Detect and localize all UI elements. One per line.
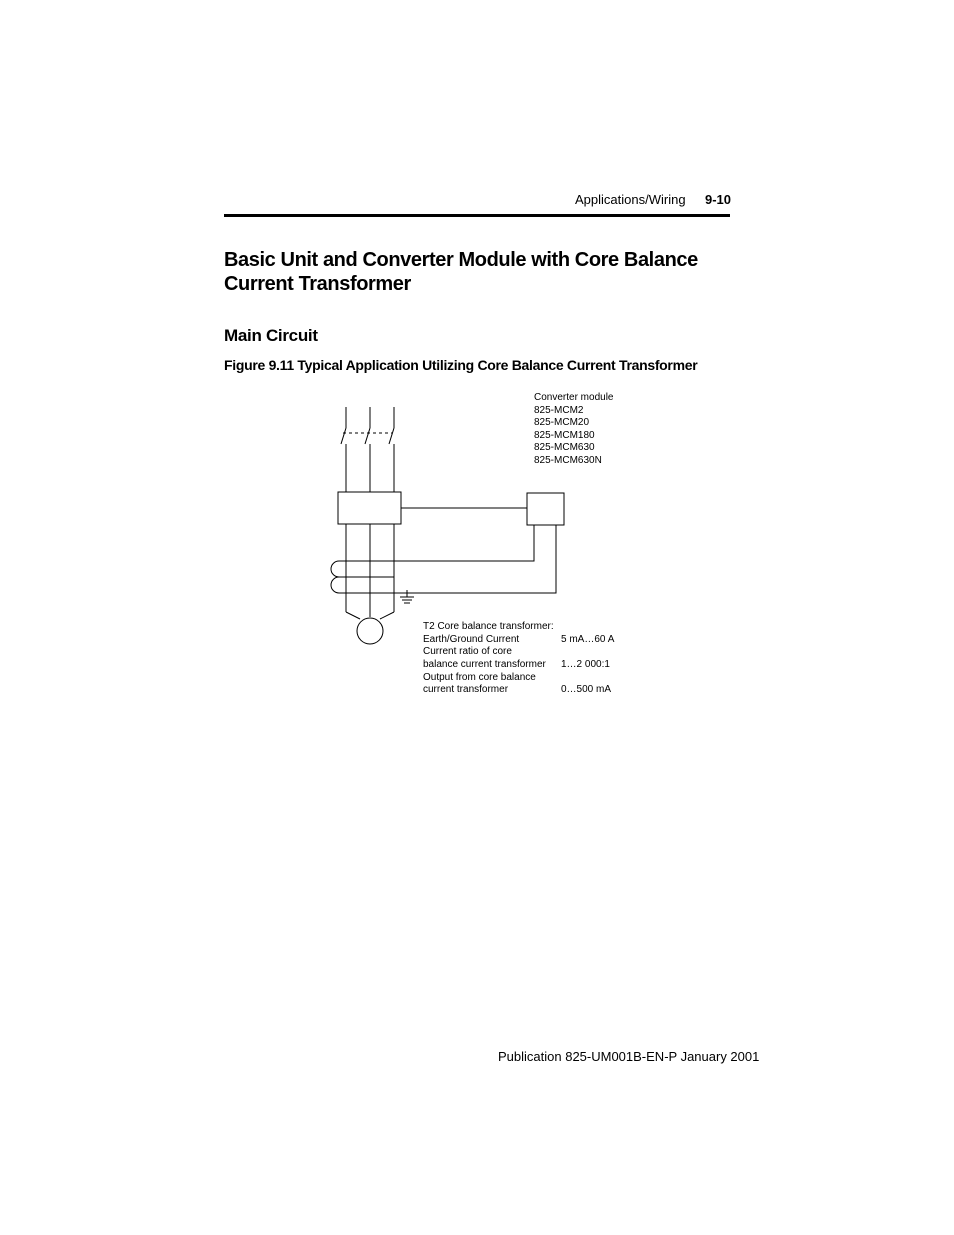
spec-value: 1…2 000:1 <box>561 659 610 670</box>
converter-module-label: Converter module <box>534 392 614 403</box>
spec-label: current transformer <box>423 684 509 695</box>
motor-symbol <box>357 618 383 644</box>
switch-contact-2 <box>365 428 370 444</box>
wiring-diagram <box>320 385 640 705</box>
spec-label: Current ratio of core <box>423 646 512 657</box>
spec-label: Output from core balance <box>423 672 536 683</box>
transformer-title: T2 Core balance transformer: <box>423 621 554 632</box>
header-rule <box>224 214 730 217</box>
figure-caption: Figure 9.11 Typical Application Utilizing Core Balance Current Transformer <box>224 357 698 373</box>
switch-contact-1 <box>341 428 346 444</box>
spec-value: 5 mA…60 A <box>561 634 615 645</box>
switch-contact-3 <box>389 428 394 444</box>
basic-unit-box <box>338 492 401 524</box>
converter-model: 825-MCM2 <box>534 405 584 416</box>
converter-model: 825-MCM630 <box>534 442 595 453</box>
converter-secondary-wire-1 <box>394 525 534 561</box>
spec-value: 0…500 mA <box>561 684 612 695</box>
page-title: Basic Unit and Converter Module with Core Balance Current Transformer <box>224 249 698 295</box>
core-balance-transformer <box>331 561 394 577</box>
converter-model: 825-MCM20 <box>534 417 590 428</box>
converter-secondary-wire-2 <box>394 525 556 593</box>
publication-footer: Publication 825-UM001B-EN-P January 2001 <box>498 1049 760 1064</box>
converter-model: 825-MCM630N <box>534 455 602 466</box>
converter-module-box <box>527 493 564 525</box>
running-header-section: Applications/Wiring <box>575 192 686 207</box>
converter-model: 825-MCM180 <box>534 430 595 441</box>
section-heading: Main Circuit <box>224 326 318 345</box>
page-number: 9-10 <box>705 192 732 207</box>
spec-label: balance current transformer <box>423 659 546 670</box>
spec-label: Earth/Ground Current <box>423 634 520 645</box>
